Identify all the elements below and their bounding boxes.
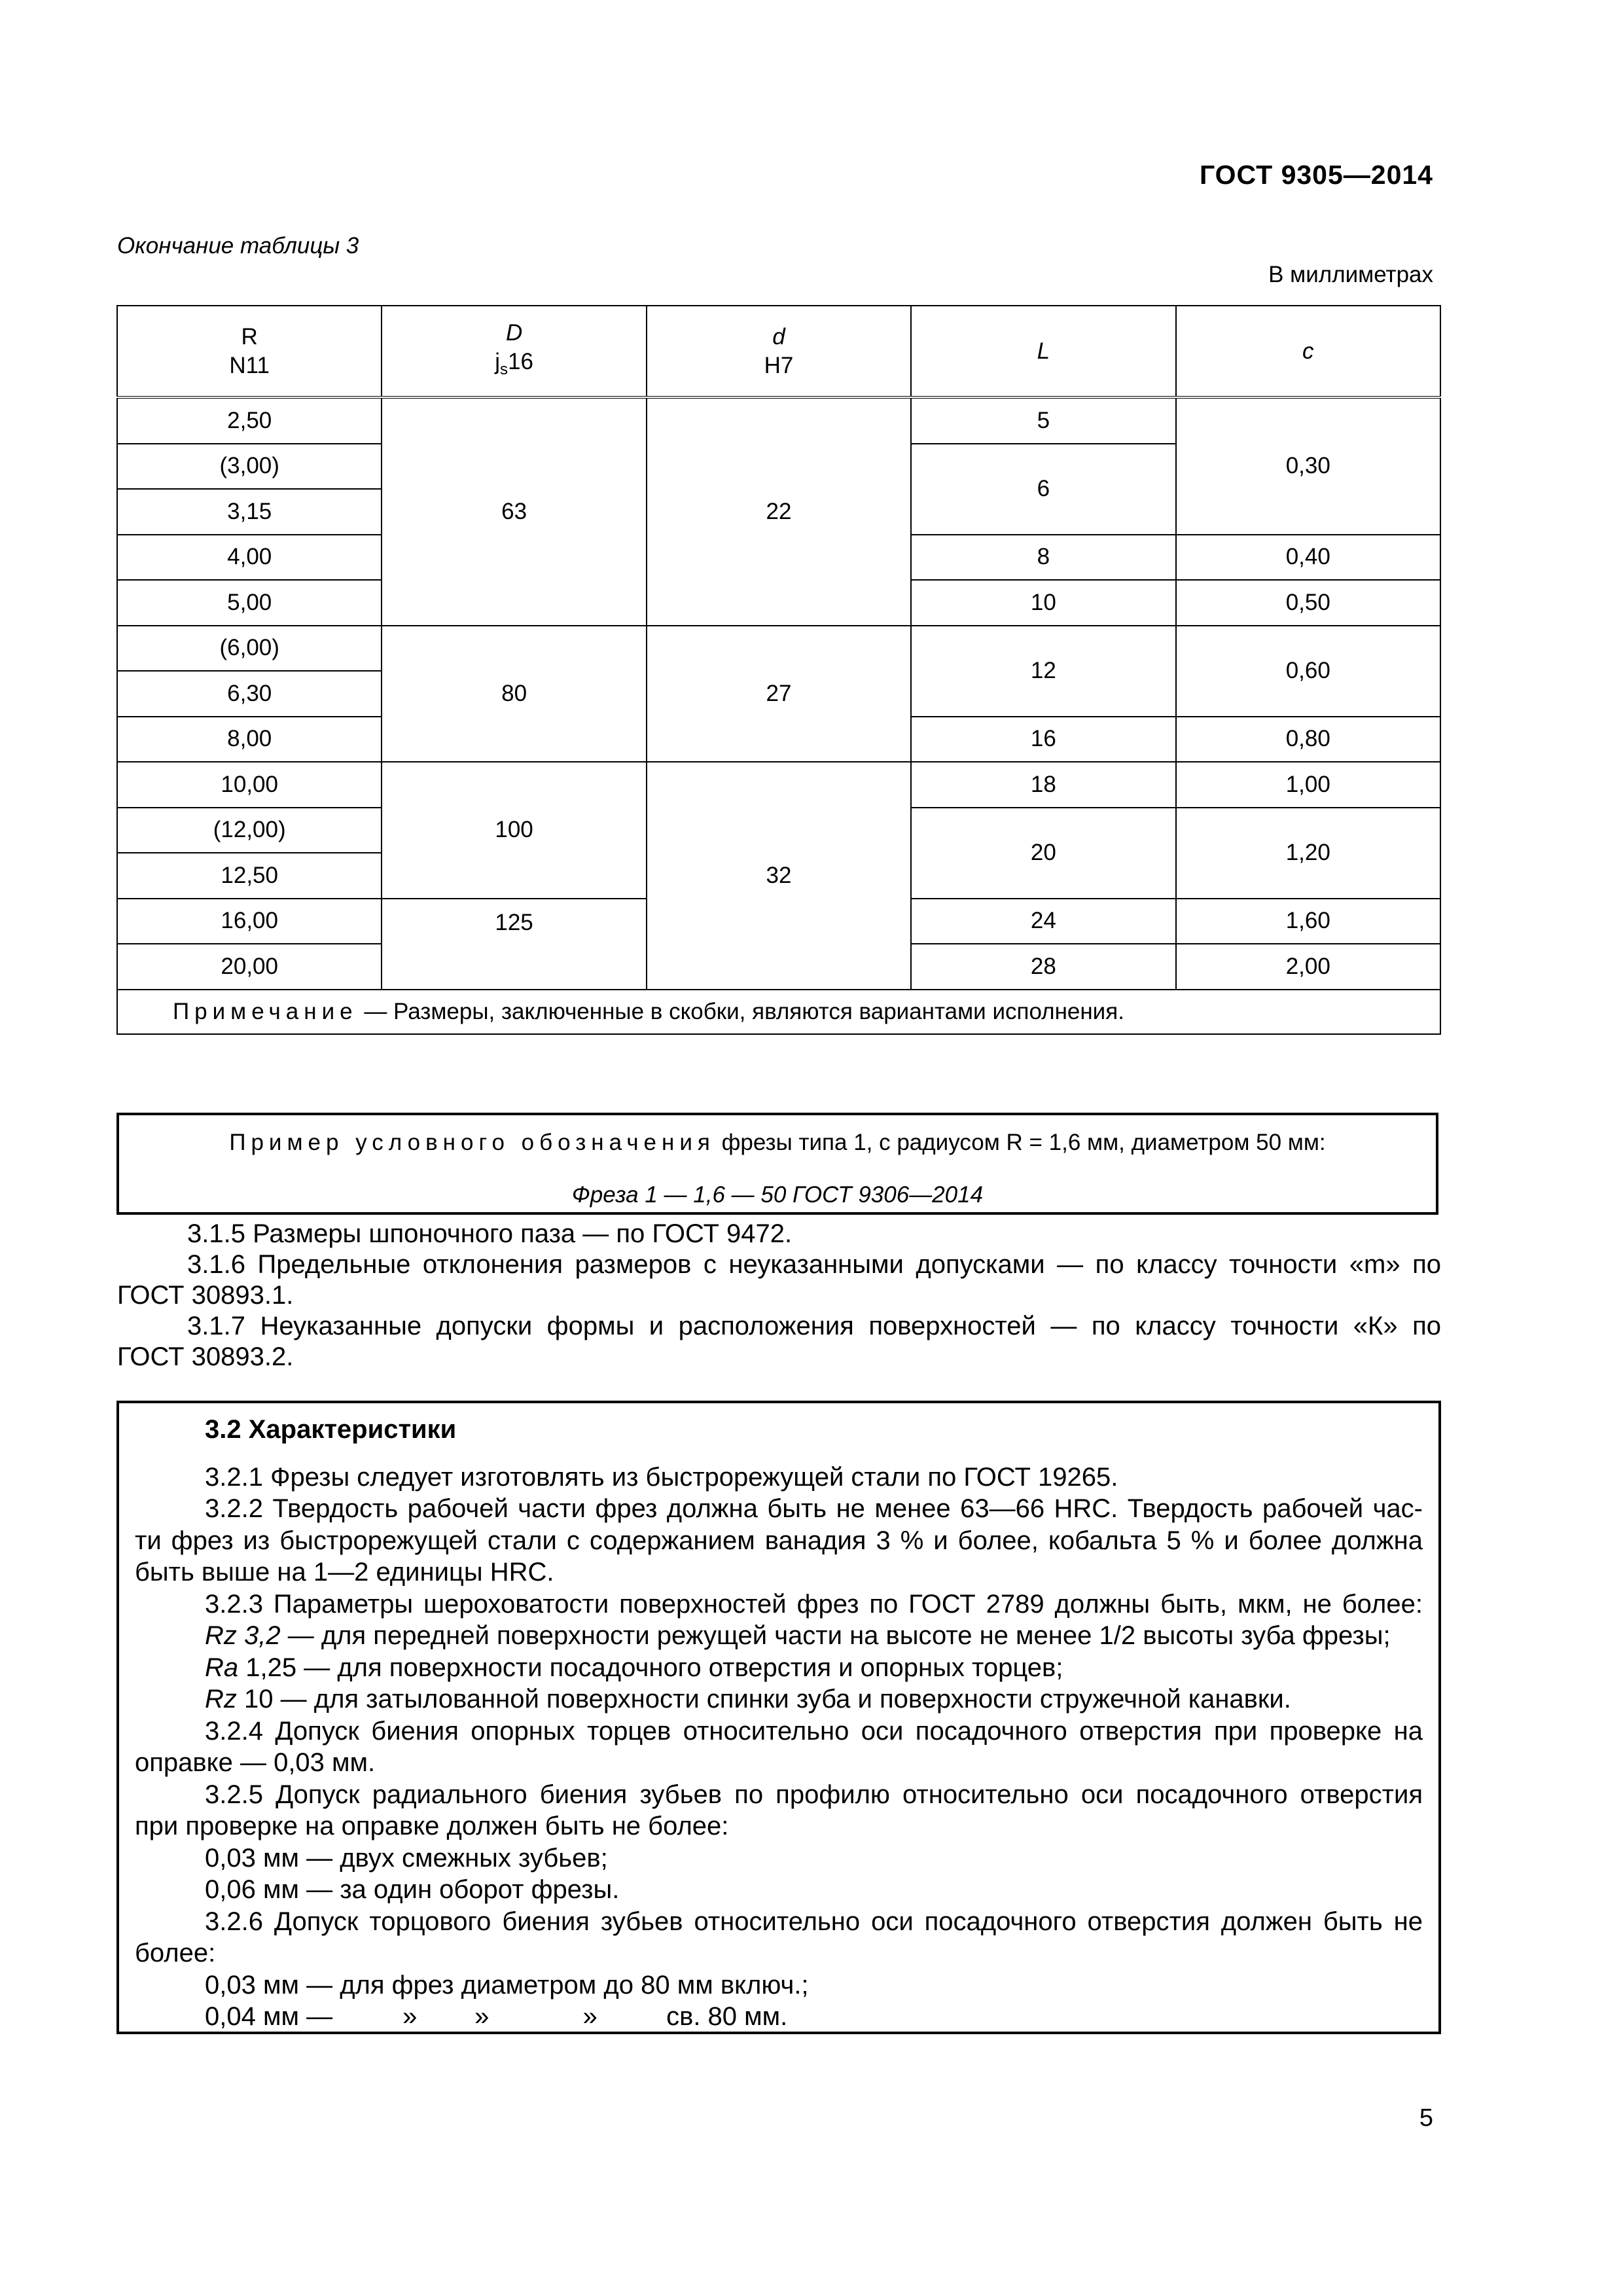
cell-c: 0,80 (1176, 717, 1440, 762)
cell-d-bore: 22 (647, 397, 911, 626)
header-d-bore: d H7 (647, 306, 911, 397)
clause-3-1-5: 3.1.5 Размеры шпоночного паза — по ГОСТ 9472. (187, 1219, 793, 1248)
cell-r: (12,00) (117, 808, 382, 853)
roughness-rz32: Rz 3,2 — для передней поверхности режущей части на высоте не менее 1/2 высоты зуба фрезы; (205, 1621, 1391, 1650)
clause-3-2-2-line1: 3.2.2 Твердость рабочей части фрез должна быть не менее 63—66 HRC. Твердость рабочей час- (205, 1494, 1423, 1523)
example-line (119, 1130, 1436, 1156)
clause-3-1-6-line2: ГОСТ 30893.1. (117, 1281, 294, 1310)
cell-r: 5,00 (117, 580, 382, 626)
section-heading: 3.2 Характеристики (205, 1415, 457, 1444)
cell-c: 0,30 (1176, 397, 1440, 535)
cell-d-outer: 80 (382, 626, 646, 762)
clause-3-2-3: 3.2.3 Параметры шероховатости поверхностей фрез по ГОСТ 2789 должны быть, мкм, не более: (205, 1589, 1423, 1619)
clause-3-2-2-line2: ти фрез из быстрорежущей стали с содержанием ванадия 3 % и более, кобальта 5 % и более должна (135, 1526, 1423, 1555)
cell-c: 1,20 (1176, 808, 1440, 899)
cell-c: 1,00 (1176, 762, 1440, 808)
clause-3-1-7-line2: ГОСТ 30893.2. (117, 1342, 294, 1371)
cell-r: 4,00 (117, 535, 382, 581)
document-id: ГОСТ 9305—2014 (1199, 160, 1433, 190)
table-note (117, 990, 1440, 1034)
clause-3-2-6-item1: 0,03 мм — для фрез диаметром до 80 мм включ.; (205, 1970, 809, 2000)
clause-3-2-6-line1: 3.2.6 Допуск торцового биения зубьев относительно оси посадочного отверстия должен быть не (205, 1907, 1423, 1936)
clause-3-2-4-line1: 3.2.4 Допуск биения опорных торцев относительно оси посадочного отверстия при проверке на (205, 1716, 1423, 1746)
example-designation: Фреза 1 — 1,6 — 50 ГОСТ 9306—2014 (571, 1182, 984, 1208)
designation-example-box (116, 1113, 1438, 1215)
cell-r: 16,00 (117, 899, 382, 944)
clause-3-2-6-item2: 0,04 мм — » » » св. 80 мм. (205, 2002, 788, 2031)
cell-l: 6 (911, 444, 1175, 535)
cell-c: 1,60 (1176, 899, 1440, 944)
cell-r: 8,00 (117, 717, 382, 762)
cell-l: 12 (911, 626, 1175, 717)
cell-l: 16 (911, 717, 1175, 762)
cell-r: 2,50 (117, 397, 382, 444)
cell-l: 24 (911, 899, 1175, 944)
cell-c: 0,50 (1176, 580, 1440, 626)
note-label: Примечание (173, 998, 358, 1024)
cell-r: 20,00 (117, 944, 382, 990)
characteristics-box (116, 1401, 1441, 2034)
table-row (117, 626, 1440, 672)
cell-l: 8 (911, 535, 1175, 581)
clause-3-2-5-item1: 0,03 мм — двух смежных зубьев; (205, 1843, 608, 1873)
header-d-outer: D $j_s16$ (382, 306, 646, 397)
cell-r: (3,00) (117, 444, 382, 490)
clause-3-1-6-line1: 3.1.6 Предельные отклонения размеров с неуказанными допусками — по классу точности «m» по (187, 1250, 1441, 1279)
clause-3-1-7-line1: 3.1.7 Неуказанные допуски формы и расположения поверхностей — по классу точности «К» по (187, 1312, 1441, 1340)
clause-3-2-5-line2: при проверке на оправке должен быть не более: (135, 1812, 729, 1840)
cell-r: 12,50 (117, 853, 382, 899)
cell-l: 28 (911, 944, 1175, 990)
table-row (117, 397, 1440, 444)
header-l: L (911, 306, 1175, 397)
units-label: В миллиметрах (1268, 262, 1433, 287)
cell-r: 3,15 (117, 489, 382, 535)
cell-r: 10,00 (117, 762, 382, 808)
cell-d-bore: 32 (647, 762, 911, 990)
cell-l: 18 (911, 762, 1175, 808)
cell-d-outer: 100 (382, 762, 646, 899)
table-continuation-caption: Окончание таблицы 3 (117, 233, 359, 259)
cell-r: 6,30 (117, 671, 382, 717)
example-label: Пример условного обозначения (229, 1130, 715, 1155)
cell-d-bore: 27 (647, 626, 911, 762)
cell-l: 5 (911, 397, 1175, 444)
table-note-row (117, 990, 1440, 1034)
cell-l: 10 (911, 580, 1175, 626)
roughness-rz10: Rz 10 — для затылованной поверхности спинки зуба и поверхности стружечной канавки. (205, 1685, 1291, 1713)
header-r: R N11 (117, 306, 382, 397)
clause-3-2-4-line2: оправке — 0,03 мм. (135, 1748, 376, 1777)
clause-3-2-6-line2: более: (135, 1939, 216, 1967)
roughness-ra: Ra 1,25 — для поверхности посадочного отверстия и опорных торцев; (205, 1653, 1063, 1682)
cell-d-outer: 125 (382, 899, 646, 990)
clause-3-2-5-item2: 0,06 мм — за один оборот фрезы. (205, 1875, 620, 1904)
clause-3-2-1: 3.2.1 Фрезы следует изготовлять из быстрорежущей стали по ГОСТ 19265. (205, 1462, 1118, 1492)
page-number: 5 (1419, 2104, 1433, 2132)
clause-3-2-2-line3: быть выше на 1—2 единицы HRC. (135, 1558, 554, 1587)
cell-c: 2,00 (1176, 944, 1440, 990)
cell-d-outer: 63 (382, 397, 646, 626)
cell-r: (6,00) (117, 626, 382, 672)
clause-3-2-5-line1: 3.2.5 Допуск радиального биения зубьев по профилю относительно оси посадочного отверстия (205, 1780, 1423, 1809)
cell-l: 20 (911, 808, 1175, 899)
cell-c: 0,60 (1176, 626, 1440, 717)
note-text: — Размеры, заключенные в скобки, являются вариантами исполнения. (357, 998, 1124, 1024)
clauses-3-1 (117, 1219, 1441, 1372)
table-header-row (117, 306, 1440, 397)
header-c: c (1176, 306, 1440, 397)
table-row (117, 762, 1440, 808)
cell-c: 0,40 (1176, 535, 1440, 581)
dimensions-table (116, 305, 1441, 1035)
example-text: фрезы типа 1, с радиусом R = 1,6 мм, диаметром 50 мм: (715, 1130, 1326, 1155)
